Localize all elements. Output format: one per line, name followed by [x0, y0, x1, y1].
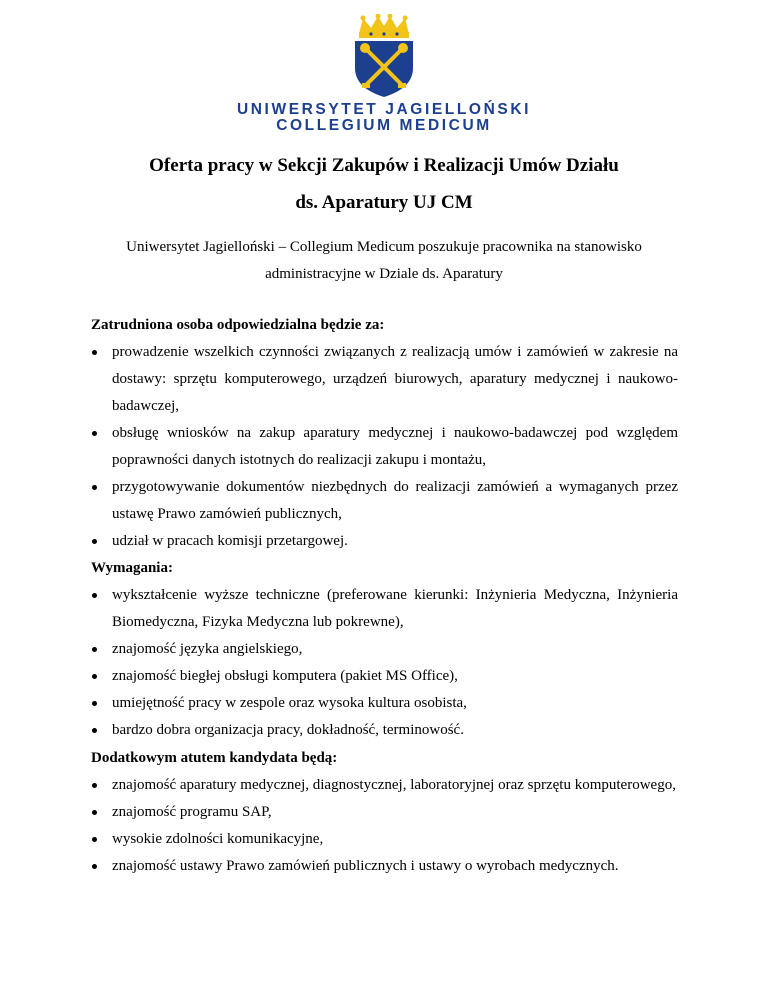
intro-line-2: administracyjne w Dziale ds. Aparatury [265, 266, 503, 282]
header-logo-block [0, 14, 768, 134]
list-item: znajomość aparatury medycznej, diagnostycznej, laboratoryjnej oraz sprzętu komputerowego, [91, 772, 678, 799]
intro-paragraph [0, 234, 768, 288]
responsibilities-list [91, 339, 678, 555]
list-item: bardzo dobra organizacja pracy, dokładność, terminowość. [91, 717, 678, 744]
university-subname: COLLEGIUM MEDICUM [276, 117, 492, 134]
page-title-line-1: Oferta pracy w Sekcji Zakupów i Realizacji Umów Działu [149, 155, 619, 176]
assets-heading: Dodatkowym atutem kandydata będą: [91, 750, 338, 766]
list-item: znajomość programu SAP, [91, 799, 678, 826]
list-item: znajomość języka angielskiego, [91, 636, 678, 663]
requirements-section [91, 555, 678, 744]
list-item: przygotowywanie dokumentów niezbędnych do realizacji zamówień a wymaganych przez ustawę Prawo zamówień publicznych, [91, 474, 678, 528]
requirements-list [91, 582, 678, 744]
list-item: udział w pracach komisji przetargowej. [91, 528, 678, 555]
responsibilities-heading: Zatrudniona osoba odpowiedzialna będzie za: [91, 317, 385, 333]
university-name: UNIWERSYTET JAGIELLOŃSKI [236, 101, 532, 118]
assets-list [91, 772, 678, 880]
list-item: znajomość ustawy Prawo zamówień publicznych i ustawy o wyrobach medycznych. [91, 853, 678, 880]
list-item: obsługę wniosków na zakup aparatury medycznej i naukowo-badawczej pod względem poprawności danych istotnych do realizacji zakupu i montażu, [91, 420, 678, 474]
university-crest-icon [351, 14, 417, 98]
intro-line-1: Uniwersytet Jagielloński – Collegium Medicum poszukuje pracownika na stanowisko [126, 239, 642, 255]
list-item: znajomość biegłej obsługi komputera (pakiet MS Office), [91, 663, 678, 690]
requirements-heading: Wymagania: [91, 560, 173, 576]
list-item: wykształcenie wyższe techniczne (preferowane kierunki: Inżynieria Medyczna, Inżynieria Biomedyczna, Fizyka Medyczna lub pokrewne), [91, 582, 678, 636]
list-item: umiejętność pracy w zespole oraz wysoka kultura osobista, [91, 690, 678, 717]
assets-section [91, 745, 678, 880]
list-item: prowadzenie wszelkich czynności związanych z realizacją umów i zamówień w zakresie na dostawy: sprzętu komputerowego, urządzeń biurowych, aparatury medycznej i naukowo-badawczej, [91, 339, 678, 420]
responsibilities-section [91, 312, 678, 555]
page-title [0, 147, 768, 221]
list-item: wysokie zdolności komunikacyjne, [91, 826, 678, 853]
page-title-line-2: ds. Aparatury UJ CM [295, 192, 473, 213]
